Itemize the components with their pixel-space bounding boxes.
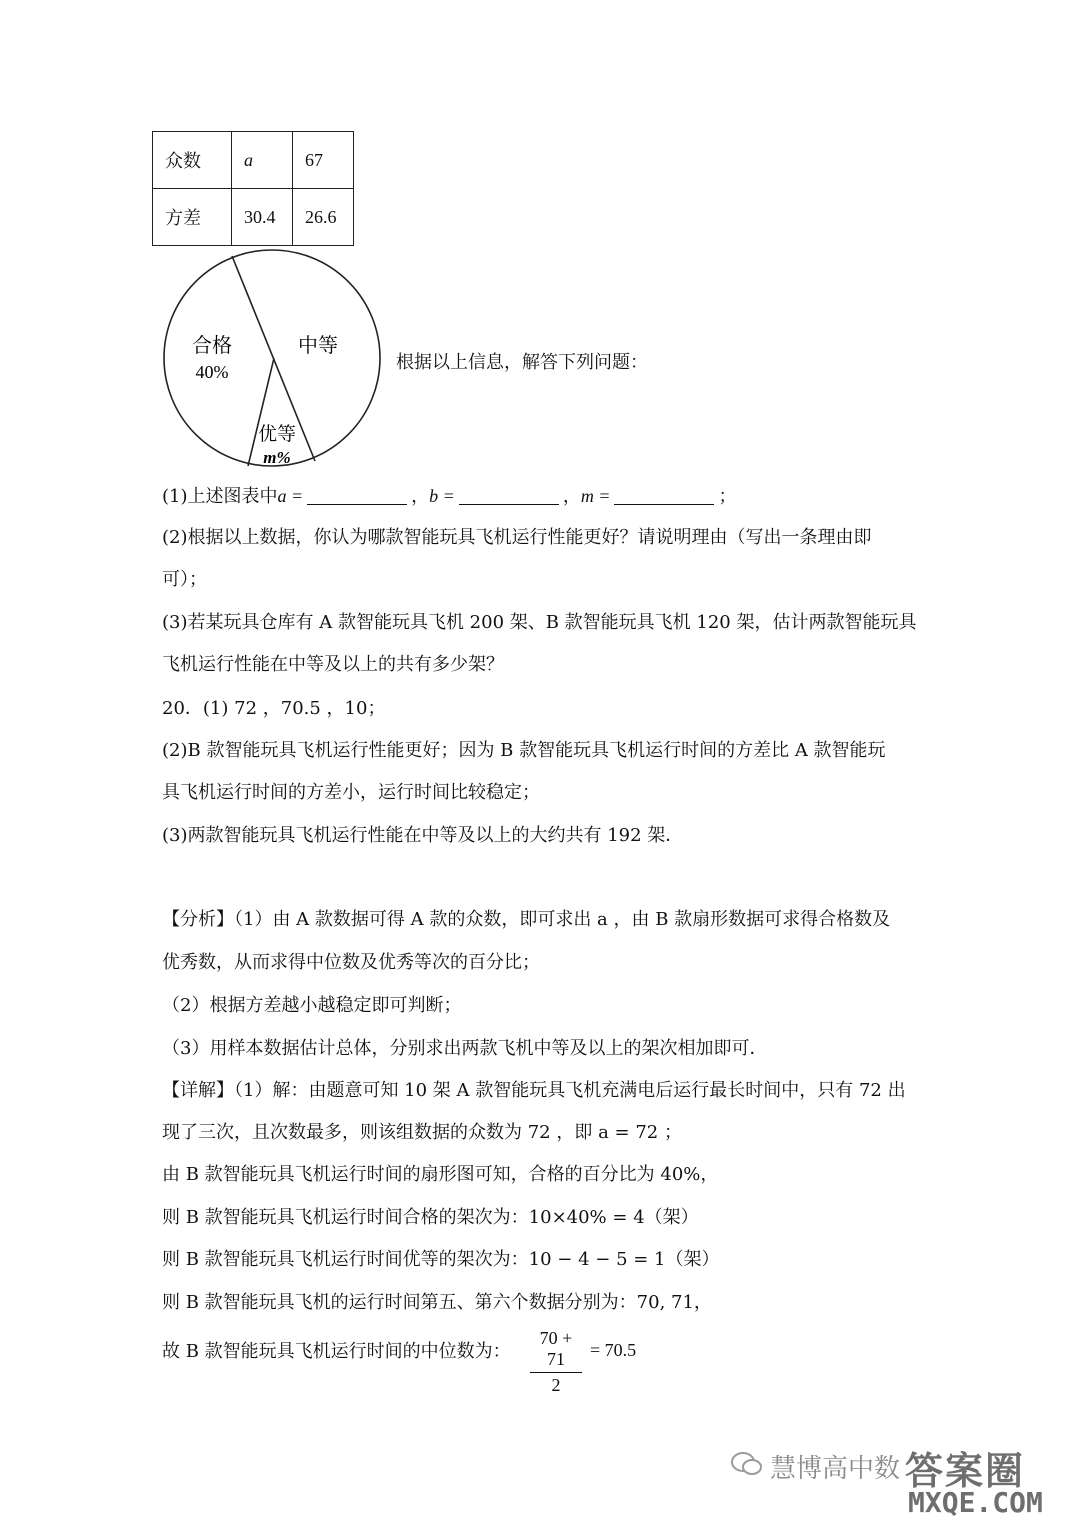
detail-line-3: 由 B 款智能玩具飞机运行时间的扇形图可知，合格的百分比为 40%， <box>162 1164 719 1185</box>
detail-line-4: 则 B 款智能玩具飞机运行时间合格的架次为：10×40% = 4（架） <box>162 1207 699 1228</box>
q1-m: m = <box>580 486 611 506</box>
table-cell: 30.4 <box>232 189 293 246</box>
table-cell: a <box>232 132 293 189</box>
table-cell: 方差 <box>153 189 232 246</box>
fraction-result: = 70.5 <box>590 1340 637 1360</box>
pie-label-zhongdeng: 中等 <box>298 333 338 357</box>
question-3-line-2: 飞机运行性能在中等及以上的共有多少架？ <box>162 654 504 675</box>
watermark-site: MXQE.COM <box>908 1486 1043 1519</box>
pie-value-hege: 40% <box>195 362 229 382</box>
blank-m <box>614 486 714 505</box>
question-1 <box>162 483 736 510</box>
wechat-icon <box>730 1450 764 1478</box>
q1-prefix: (1)上述图表中 <box>162 486 278 507</box>
instruction-text: 根据以上信息，解答下列问题： <box>396 352 648 373</box>
q1-sep: ， <box>562 486 581 507</box>
pie-value-youdeng: m% <box>263 448 291 467</box>
pie-chart <box>160 248 390 474</box>
answer-line-4: (3)两款智能玩具飞机运行性能在中等及以上的大约共有 192 架． <box>162 825 684 846</box>
fraction-numerator: 70 + 71 <box>530 1328 582 1373</box>
watermark-account: 慧博高中数 <box>770 1454 901 1484</box>
q1-b: b = <box>429 486 455 506</box>
answer-line-2: (2)B 款智能玩具飞机运行性能更好；因为 B 款智能玩具飞机运行时间的方差比 A 款智能玩 <box>162 740 886 761</box>
table-cell: 67 <box>293 132 354 189</box>
median-fraction <box>530 1328 582 1396</box>
analysis-line-2: 优秀数，从而求得中位数及优秀等次的百分比； <box>162 952 540 973</box>
detail-line-1: 【详解】（1）解：由题意可知 10 架 A 款智能玩具飞机充满电后运行最长时间中，只有 72 出 <box>162 1080 906 1101</box>
q1-end: ； <box>718 486 737 507</box>
analysis-line-4: （3）用样本数据估计总体，分别求出两款飞机中等及以上的架次相加即可． <box>162 1038 768 1059</box>
q1-sep: ， <box>411 486 430 507</box>
pie-label-youdeng: 优等 <box>257 423 297 445</box>
answer-line-3: 具飞机运行时间的方差小，运行时间比较稳定； <box>162 782 540 803</box>
detail-line-6: 则 B 款智能玩具飞机的运行时间第五、第六个数据分别为：70, 71， <box>162 1292 712 1313</box>
question-3-line-1: (3)若某玩具仓库有 A 款智能玩具飞机 200 架、B 款智能玩具飞机 120 架，估计两款智能玩具 <box>162 612 917 633</box>
table-row <box>153 132 354 189</box>
blank-b <box>459 486 559 505</box>
stats-table <box>152 131 354 246</box>
question-2-line-2: 可）； <box>162 569 207 590</box>
q1-a: a = <box>277 486 304 506</box>
detail-line-5: 则 B 款智能玩具飞机运行时间优等的架次为：10 − 4 − 5 = 1（架） <box>162 1249 720 1270</box>
table-cell: 26.6 <box>293 189 354 246</box>
blank-a <box>307 486 407 505</box>
detail-line-7: 故 B 款智能玩具飞机运行时间的中位数为： <box>162 1341 511 1362</box>
table-row <box>153 189 354 246</box>
question-2-line-1: (2)根据以上数据，你认为哪款智能玩具飞机运行性能更好？请说明理由（写出一条理由即 <box>162 527 872 548</box>
analysis-line-3: （2）根据方差越小越稳定即可判断； <box>162 995 462 1016</box>
detail-line-2: 现了三次，且次数最多，则该组数据的众数为 72 ，即 a = 72 ； <box>162 1122 682 1143</box>
table-cell: 众数 <box>153 132 232 189</box>
fraction-denominator: 2 <box>551 1375 561 1395</box>
analysis-line-1: 【分析】（1）由 A 款数据可得 A 款的众数，即可求出 a ，由 B 款扇形数据可求得合格数及 <box>162 909 891 930</box>
watermark <box>730 1442 1070 1522</box>
answer-line-1: 20．(1) 72 ，70.5 ，10； <box>162 698 386 719</box>
watermark-logo: 答案圈 <box>905 1449 1026 1493</box>
pie-label-hege: 合格 <box>192 333 232 357</box>
